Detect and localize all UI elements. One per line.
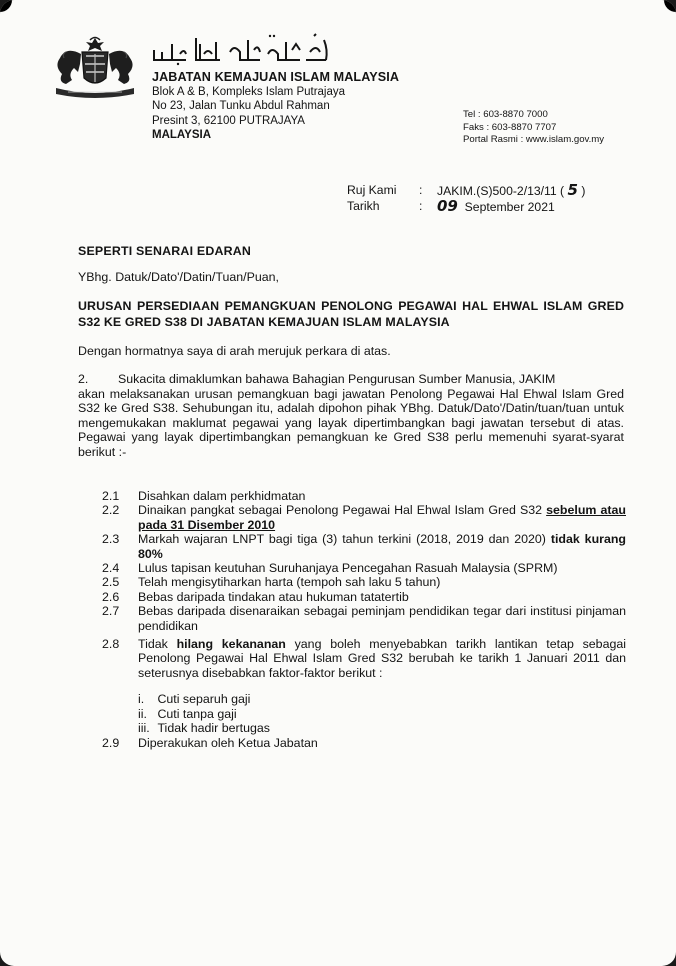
list-item: 2.8 Tidak hilang kekananan yang boleh menyebabkan tarikh lantikan tetap sebagai Penolong Pegawai Hal Ehwal Islam Gred S32 berubah ke tarikh 1 Januari 2011 dan seterusnya disebabkan faktor-faktor berikut : — [102, 637, 626, 680]
subject-heading: URUSAN PERSEDIAAN PEMANGKUAN PENOLONG PEGAWAI HAL EHWAL ISLAM GRED S32 KE GRED S38 DI JABATAN KEMAJUAN ISLAM MALAYSIA — [78, 299, 624, 329]
list-item: 2.1 Disahkan dalam perkhidmatan — [102, 489, 306, 503]
agency-name: JABATAN KEMAJUAN ISLAM MALAYSIA — [152, 70, 400, 84]
list-item: iii. Tidak hadir bertugas — [138, 721, 270, 736]
letterhead-address — [152, 70, 399, 143]
jawi-script-logotype — [150, 30, 332, 66]
ref-label: Ruj Kami — [347, 183, 397, 197]
salutation: YBhg. Datuk/Dato'/Datin/Tuan/Puan, — [78, 270, 279, 284]
address-line: No 23, Jalan Tunku Abdul Rahman — [152, 100, 330, 113]
telephone: Tel : 603-8870 7000 — [463, 109, 548, 120]
handwritten-day: 09 — [437, 196, 458, 215]
sub-factors — [138, 692, 626, 735]
address-line: Blok A & B, Kompleks Islam Putrajaya — [152, 85, 346, 98]
opening-paragraph: Dengan hormatnya saya di arah merujuk perkara di atas. — [78, 344, 391, 358]
conditions-list — [102, 489, 626, 750]
address-country: MALAYSIA — [152, 129, 211, 142]
list-item: 2.2 Dinaikan pangkat sebagai Penolong Pegawai Hal Ehwal Islam Gred S32 sebelum atau pada 31 Disember 2010 — [102, 503, 626, 532]
malaysia-coat-of-arms-icon — [48, 34, 142, 100]
letterhead-contact — [463, 109, 604, 147]
address-line: Presint 3, 62100 PUTRAJAYA — [152, 114, 305, 127]
list-item: i. Cuti separuh gaji — [138, 692, 251, 707]
list-item: ii. Cuti tanpa gaji — [138, 706, 237, 721]
list-item: 2.9 Diperakukan oleh Ketua Jabatan — [102, 735, 318, 750]
handwritten-ref: 5 — [567, 181, 578, 199]
recipients: SEPERTI SENARAI EDARAN — [78, 244, 252, 258]
list-item: 2.5 Telah mengisytiharkan harta (tempoh sah laku 5 tahun) — [102, 575, 441, 590]
list-item: 2.3 Markah wajaran LNPT bagi tiga (3) tahun terkini (2018, 2019 dan 2020) tidak kurang 80% — [102, 532, 626, 561]
paragraph-2-continued: akan melaksanakan urusan pemangkuan bagi jawatan Penolong Pegawai Hal Ehwal Islam Gred S32 ke Gred S38. Sehubungan itu, adalah dipohon pihak YBhg. Datuk/Dato'/Datin/tuan/tuan untuk mengemukakan maklumat pegawai yang layak dipertimbangkan bagi jawatan tersebut di atas. Pegawai yang layak dipertimbangkan pemangkuan ke Gred S38 perlu memenuhi syarat-syarat berikut :- — [78, 386, 624, 459]
paragraph-2: 2. Sukacita dimaklumkan bahawa Bahagian Pengurusan Sumber Manusia, JAKIM — [78, 372, 556, 386]
list-item: 2.7 Bebas daripada disenaraikan sebagai peminjam pendidikan tegar dari institusi pinjaman pendidikan — [102, 604, 626, 633]
list-item: 2.6 Bebas daripada tindakan atau hukuman tatatertib — [102, 589, 409, 604]
fax: Faks : 603-8870 7707 — [463, 121, 557, 133]
ref-number: JAKIM.(S)500-2/13/11 ( 5 ) — [437, 181, 586, 199]
list-item: 2.4 Lulus tapisan keutuhan Suruhanjaya Pencegahan Rasuah Malaysia (SPRM) — [102, 561, 558, 576]
letter-date: 09 September 2021 — [437, 196, 555, 215]
date-label: Tarikh — [347, 198, 380, 213]
reference-block: Ruj Kami : JAKIM.(S)500-2/13/11 ( 5 ) Tarikh : 09 September 2021 — [347, 181, 586, 215]
letter-body — [78, 244, 624, 459]
portal-url: Portal Rasmi : www.islam.gov.my — [463, 134, 605, 146]
